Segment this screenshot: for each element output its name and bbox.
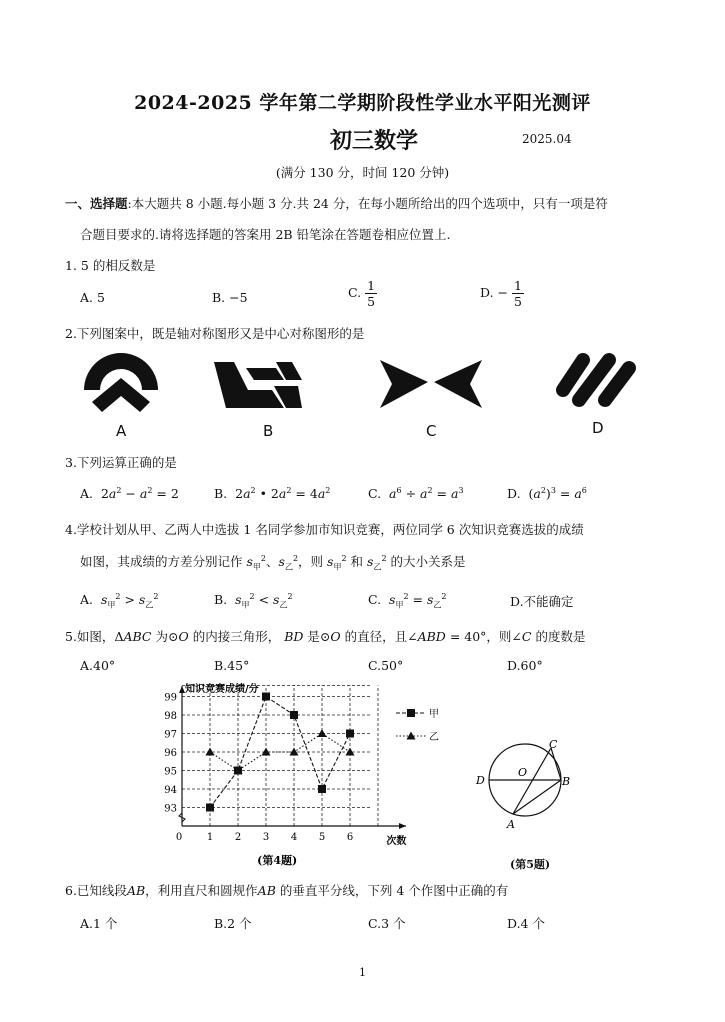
q4-stem-line1: 4.学校计划从甲、乙两人中选拔 1 名同学参加市知识竞赛，两位同学 6 次知识竞赛选拔的成绩 bbox=[65, 522, 584, 537]
q5-stem-text-4: 是⊙ bbox=[307, 629, 331, 644]
q6-ab: AB bbox=[126, 883, 146, 898]
q4-stem-line2: 如图，其成绩的方差分别记作 $s_甲^2$、$s_乙^2$，则 $s_甲^2$ 和 $s_乙^2$ 的大小关系是 bbox=[80, 553, 466, 572]
q2-shape-b bbox=[212, 360, 304, 410]
q5-option-d: D.60° bbox=[507, 658, 543, 673]
q1-option-d-fraction bbox=[512, 278, 524, 309]
shape-d-bar-3 bbox=[605, 368, 629, 400]
series-jia-point bbox=[206, 804, 214, 812]
q5-option-c: C.50° bbox=[368, 658, 404, 673]
legend-jia-marker bbox=[407, 709, 415, 717]
label-o: O bbox=[518, 766, 528, 779]
y-tick-label: 94 bbox=[164, 785, 177, 796]
x-tick-label: 6 bbox=[346, 832, 354, 843]
label-c: C bbox=[549, 738, 558, 751]
y-tick-label: 99 bbox=[164, 692, 177, 704]
q5-stem-text-2: 为⊙ bbox=[155, 629, 179, 644]
series-jia-point bbox=[262, 693, 270, 701]
q5-stem-text-5: 的直径，且∠ bbox=[344, 629, 418, 644]
section-heading: 一、选择题 bbox=[65, 196, 128, 211]
exam-info: (满分 130 分，时间 120 分钟) bbox=[275, 165, 450, 180]
q5-figure bbox=[468, 732, 588, 840]
q4-option-b: B. $s_甲^2 < s_乙^2$ bbox=[214, 592, 293, 610]
x-tick-label: 1 bbox=[206, 832, 214, 843]
q2-label-c: C bbox=[426, 422, 437, 440]
subject-title: 初三数学 bbox=[330, 128, 419, 154]
q4-chart-caption: (第4题) bbox=[257, 854, 298, 867]
q1-option-c-prefix: C. bbox=[348, 285, 362, 300]
q4-option-a: A. $s_甲^2 > s_乙^2$ bbox=[80, 592, 159, 610]
fraction-denominator: 5 bbox=[513, 294, 522, 309]
section-intro-line2: 合题目要求的.请将选择题的答案用 2B 铅笔涂在答题卷相应位置上. bbox=[80, 227, 451, 242]
shape-c-right bbox=[434, 360, 482, 408]
shape-b-top-bar bbox=[246, 368, 284, 380]
y-tick-label: 98 bbox=[164, 711, 177, 722]
q3-option-b: B. $2a^2$ • $2a^2 = 4a^2$ bbox=[214, 486, 331, 502]
series-yi-point bbox=[318, 729, 327, 737]
x-axis-arrow bbox=[399, 823, 406, 829]
fraction-denominator: 5 bbox=[367, 294, 376, 309]
y-axis-title: 知识竞赛成绩/分 bbox=[185, 684, 259, 695]
q6-stem-text-3: 的垂直平分线，下列 4 个作图中正确的有 bbox=[279, 883, 509, 898]
x-tick-label: 0 bbox=[175, 832, 183, 843]
y-tick-label: 95 bbox=[164, 766, 177, 778]
q1-option-c bbox=[348, 278, 377, 309]
q4-stem-text-2: ，则 bbox=[298, 554, 324, 569]
q4-stem-text-4: 的大小关系是 bbox=[390, 554, 466, 569]
fraction-numerator: 1 bbox=[367, 278, 376, 293]
fraction-numerator: 1 bbox=[513, 278, 522, 293]
legend-jia-label: 甲 bbox=[429, 709, 439, 720]
q1-option-b: B. −5 bbox=[212, 290, 248, 305]
q6-option-c: C.3 个 bbox=[368, 916, 406, 931]
q1-stem: 1. 5 的相反数是 bbox=[65, 258, 156, 273]
label-b: B bbox=[562, 775, 571, 788]
series-yi-point bbox=[206, 748, 215, 756]
legend-yi-label: 乙 bbox=[429, 732, 439, 743]
q3-option-d: D. $(a^2)^3 = a^6$ bbox=[507, 486, 587, 502]
q1-option-d-prefix: D. − bbox=[480, 285, 508, 300]
q2-shape-d bbox=[553, 350, 643, 410]
x-tick-label: 2 bbox=[234, 832, 242, 843]
q5-stem-text-6: = 40°，则∠ bbox=[445, 629, 522, 644]
q4-stem-text-1: 如图，其成绩的方差分别记作 bbox=[80, 554, 243, 569]
series-jia-point bbox=[318, 785, 326, 793]
q6-option-b: B.2 个 bbox=[214, 916, 252, 931]
q6-option-d: D.4 个 bbox=[507, 916, 545, 931]
q3-option-c: C. $a^6 \div a^2 = a^3$ bbox=[368, 486, 464, 502]
label-a: A bbox=[507, 818, 515, 831]
label-d: D bbox=[476, 774, 485, 787]
q5-option-a: A.40° bbox=[80, 658, 116, 673]
q6-stem: 6.已知线段AB，利用直尺和圆规作AB 的垂直平分线，下列 4 个作图中正确的有 bbox=[65, 883, 509, 898]
y-tick-label: 93 bbox=[164, 803, 177, 815]
q2-stem: 2.下列图案中，既是轴对称图形又是中心对称图形的是 bbox=[65, 326, 365, 341]
y-tick-label: 96 bbox=[164, 748, 177, 759]
page-number: 1 bbox=[359, 966, 366, 979]
q2-shape-a bbox=[82, 350, 160, 420]
segment-cb bbox=[551, 748, 561, 780]
segment-ab bbox=[513, 780, 561, 814]
segment-ac bbox=[513, 748, 551, 814]
shape-c-left bbox=[380, 360, 428, 408]
q5-stem-text-3: 的内接三角形， bbox=[192, 629, 281, 644]
q6-stem-text-1: 6.已知线段 bbox=[65, 883, 127, 898]
x-tick-label: 4 bbox=[290, 832, 298, 843]
y-tick-label: 97 bbox=[164, 729, 177, 741]
x-tick-label: 5 bbox=[318, 832, 326, 843]
section-intro bbox=[65, 194, 608, 212]
q5-stem-text-7: 的度数是 bbox=[535, 629, 586, 644]
exam-date: 2025.04 bbox=[522, 132, 572, 146]
q2-label-d: D bbox=[592, 419, 604, 437]
x-axis-title: 次数 bbox=[386, 836, 407, 847]
q3-option-a: A. $2a^2 - a^2 = 2$ bbox=[80, 486, 179, 502]
q2-label-b: B bbox=[263, 422, 274, 440]
q3-stem: 3.下列运算正确的是 bbox=[65, 455, 177, 470]
section-intro-text: :本大题共 8 小题.每小题 3 分.共 24 分，在每小题所给出的四个选项中，只有一项是符 bbox=[127, 196, 608, 211]
q1-option-a: A. 5 bbox=[80, 290, 105, 305]
q5-option-b: B.45° bbox=[214, 658, 250, 673]
x-tick-label: 3 bbox=[262, 832, 270, 843]
q5-stem-text-1: 5.如图， bbox=[65, 629, 115, 644]
series-jia-point bbox=[346, 730, 354, 738]
series-jia-point bbox=[290, 711, 298, 719]
exam-title: 2024-2025 学年第二学期阶段性学业水平阳光测评 bbox=[134, 92, 591, 114]
q1-option-c-fraction bbox=[365, 278, 377, 309]
shape-d-bar-1 bbox=[563, 360, 583, 390]
q4-option-d: D.不能确定 bbox=[510, 594, 574, 609]
q2-label-a: A bbox=[116, 422, 127, 440]
q5-stem: 5.如图，ΔABC 为⊙O 的内接三角形， BD 是⊙O 的直径，且∠ABD = 40°，则∠C 的度数是 bbox=[65, 629, 586, 644]
q4-chart bbox=[160, 680, 460, 880]
q5-figure-caption: (第5题) bbox=[510, 858, 551, 871]
q4-stem-text-3: 和 bbox=[350, 554, 364, 569]
q2-shape-c bbox=[378, 358, 484, 410]
q6-stem-text-2: ，利用直尺和圆规作 bbox=[145, 883, 258, 898]
q1-option-d bbox=[480, 278, 524, 309]
series-yi-point bbox=[346, 748, 355, 756]
q4-option-c: C. $s_甲^2 = s_乙^2$ bbox=[368, 592, 447, 610]
q6-option-a: A.1 个 bbox=[80, 916, 118, 931]
